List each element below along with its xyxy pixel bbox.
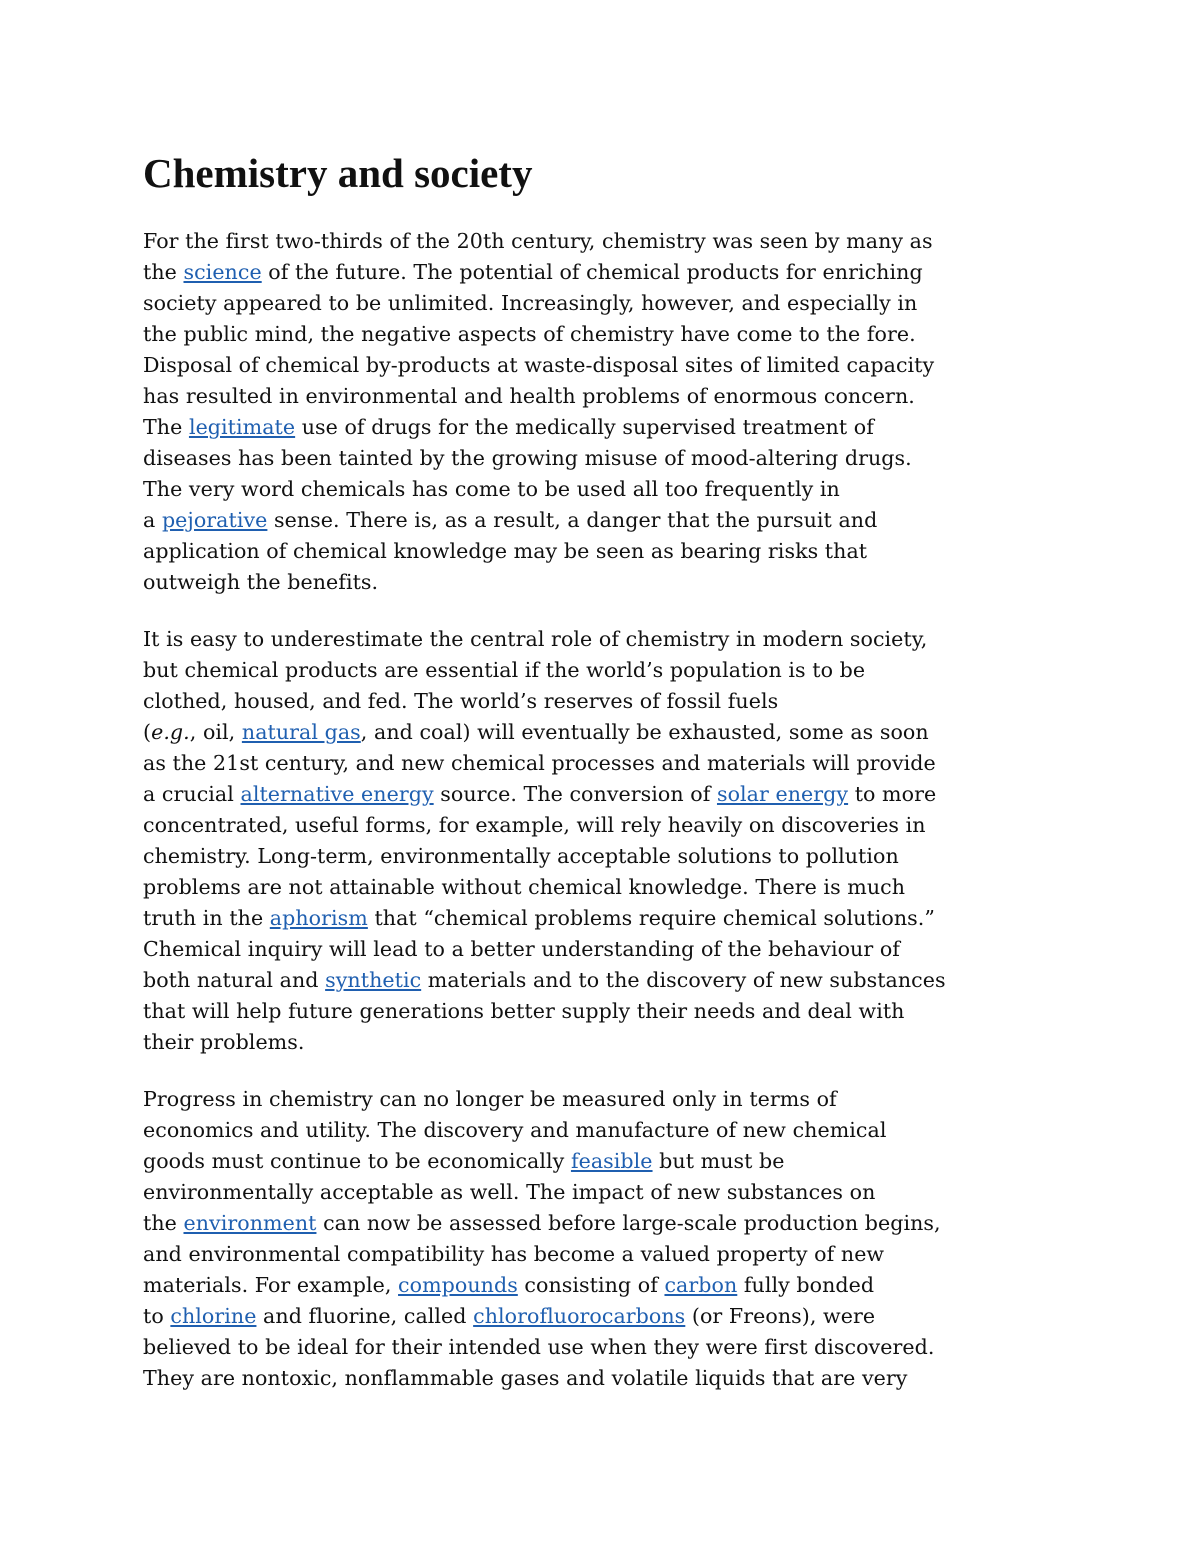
link-environment[interactable]: environment bbox=[183, 1211, 317, 1235]
text-run: concentrated, useful forms, for example, will rely heavily on discoveries in bbox=[143, 813, 926, 837]
text-run: sense. There is, as a result, a danger that the pursuit and bbox=[267, 508, 878, 532]
link-chlorofluorocarbons[interactable]: chlorofluorocarbons bbox=[473, 1304, 686, 1328]
text-run: to more bbox=[848, 782, 937, 806]
text-run: diseases has been tainted by the growing misuse of mood-altering drugs. bbox=[143, 446, 912, 470]
link-compounds[interactable]: compounds bbox=[398, 1273, 518, 1297]
text-run: Disposal of chemical by-products at waste-disposal sites of limited capacity bbox=[143, 353, 935, 377]
text-run: of the future. The potential of chemical products for enriching bbox=[261, 260, 923, 284]
link-synthetic[interactable]: synthetic bbox=[325, 968, 422, 992]
paragraph bbox=[143, 1084, 1083, 1394]
link-natural-gas[interactable]: natural gas bbox=[241, 720, 361, 744]
link-legitimate[interactable]: legitimate bbox=[188, 415, 296, 439]
link-aphorism[interactable]: aphorism bbox=[269, 906, 368, 930]
text-run: They are nontoxic, nonflammable gases and volatile liquids that are very bbox=[143, 1366, 908, 1390]
page-title: Chemistry and society bbox=[143, 150, 533, 196]
text-run: economics and utility. The discovery and manufacture of new chemical bbox=[143, 1118, 887, 1142]
paragraph bbox=[143, 624, 1083, 1058]
text-run: a bbox=[143, 508, 162, 532]
text-run: (or Freons), were bbox=[685, 1304, 876, 1328]
link-pejorative[interactable]: pejorative bbox=[161, 508, 268, 532]
text-run: consisting of bbox=[517, 1273, 665, 1297]
text-run: and fluorine, called bbox=[256, 1304, 474, 1328]
text-run: their problems. bbox=[143, 1030, 305, 1054]
link-solar-energy[interactable]: solar energy bbox=[716, 782, 849, 806]
text-run: that will help future generations better supply their needs and deal with bbox=[143, 999, 905, 1023]
text-run: , oil, bbox=[189, 720, 242, 744]
text-run: but chemical products are essential if the world’s population is to be bbox=[143, 658, 866, 682]
text-run: environmentally acceptable as well. The impact of new substances on bbox=[143, 1180, 876, 1204]
text-run: truth in the bbox=[143, 906, 270, 930]
text-run: Progress in chemistry can no longer be measured only in terms of bbox=[143, 1087, 837, 1111]
text-run: It is easy to underestimate the central role of chemistry in modern society, bbox=[143, 627, 928, 651]
link-alternative-energy[interactable]: alternative energy bbox=[240, 782, 434, 806]
text-run: to bbox=[143, 1304, 171, 1328]
text-run: , and coal) will eventually be exhausted, some as soon bbox=[360, 720, 929, 744]
text-run: has resulted in environmental and health problems of enormous concern. bbox=[143, 384, 915, 408]
text-run: a crucial bbox=[143, 782, 241, 806]
link-carbon[interactable]: carbon bbox=[664, 1273, 738, 1297]
text-run: fully bonded bbox=[737, 1273, 875, 1297]
text-run: chemistry. Long-term, environmentally acceptable solutions to pollution bbox=[143, 844, 899, 868]
text-run: clothed, housed, and fed. The world’s reserves of fossil fuels bbox=[143, 689, 779, 713]
text-run: believed to be ideal for their intended use when they were first discovered. bbox=[143, 1335, 935, 1359]
text-run: application of chemical knowledge may be seen as bearing risks that bbox=[143, 539, 868, 563]
text-run: both natural and bbox=[143, 968, 326, 992]
text-run: the bbox=[143, 260, 184, 284]
text-run: but must be bbox=[652, 1149, 785, 1173]
text-run: problems are not attainable without chemical knowledge. There is much bbox=[143, 875, 906, 899]
text-run: For the first two-thirds of the 20th century, chemistry was seen by many as bbox=[143, 229, 933, 253]
link-feasible[interactable]: feasible bbox=[570, 1149, 653, 1173]
article-body bbox=[143, 226, 1083, 1394]
paragraph bbox=[143, 226, 1083, 598]
text-run: ( bbox=[143, 720, 152, 744]
text-run: that “chemical problems require chemical solutions.” bbox=[367, 906, 935, 930]
text-run: society appeared to be unlimited. Increasingly, however, and especially in bbox=[143, 291, 918, 315]
text-run: use of drugs for the medically supervised treatment of bbox=[295, 415, 874, 439]
text-run: the bbox=[143, 1211, 184, 1235]
text-run: source. The conversion of bbox=[433, 782, 717, 806]
text-run: outweigh the benefits. bbox=[143, 570, 379, 594]
text-run: The bbox=[143, 415, 189, 439]
link-chlorine[interactable]: chlorine bbox=[170, 1304, 257, 1328]
text-run: the public mind, the negative aspects of chemistry have come to the fore. bbox=[143, 322, 916, 346]
text-run: Chemical inquiry will lead to a better understanding of the behaviour of bbox=[143, 937, 900, 961]
link-science[interactable]: science bbox=[183, 260, 262, 284]
text-run: as the 21st century, and new chemical processes and materials will provide bbox=[143, 751, 936, 775]
document-page bbox=[143, 150, 1083, 1420]
text-run: can now be assessed before large-scale production begins, bbox=[316, 1211, 941, 1235]
emphasis-text: e.g. bbox=[151, 720, 190, 744]
text-run: goods must continue to be economically bbox=[143, 1149, 571, 1173]
text-run: materials and to the discovery of new substances bbox=[421, 968, 946, 992]
text-run: The very word chemicals has come to be used all too frequently in bbox=[143, 477, 840, 501]
text-run: materials. For example, bbox=[143, 1273, 399, 1297]
text-run: and environmental compatibility has become a valued property of new bbox=[143, 1242, 885, 1266]
